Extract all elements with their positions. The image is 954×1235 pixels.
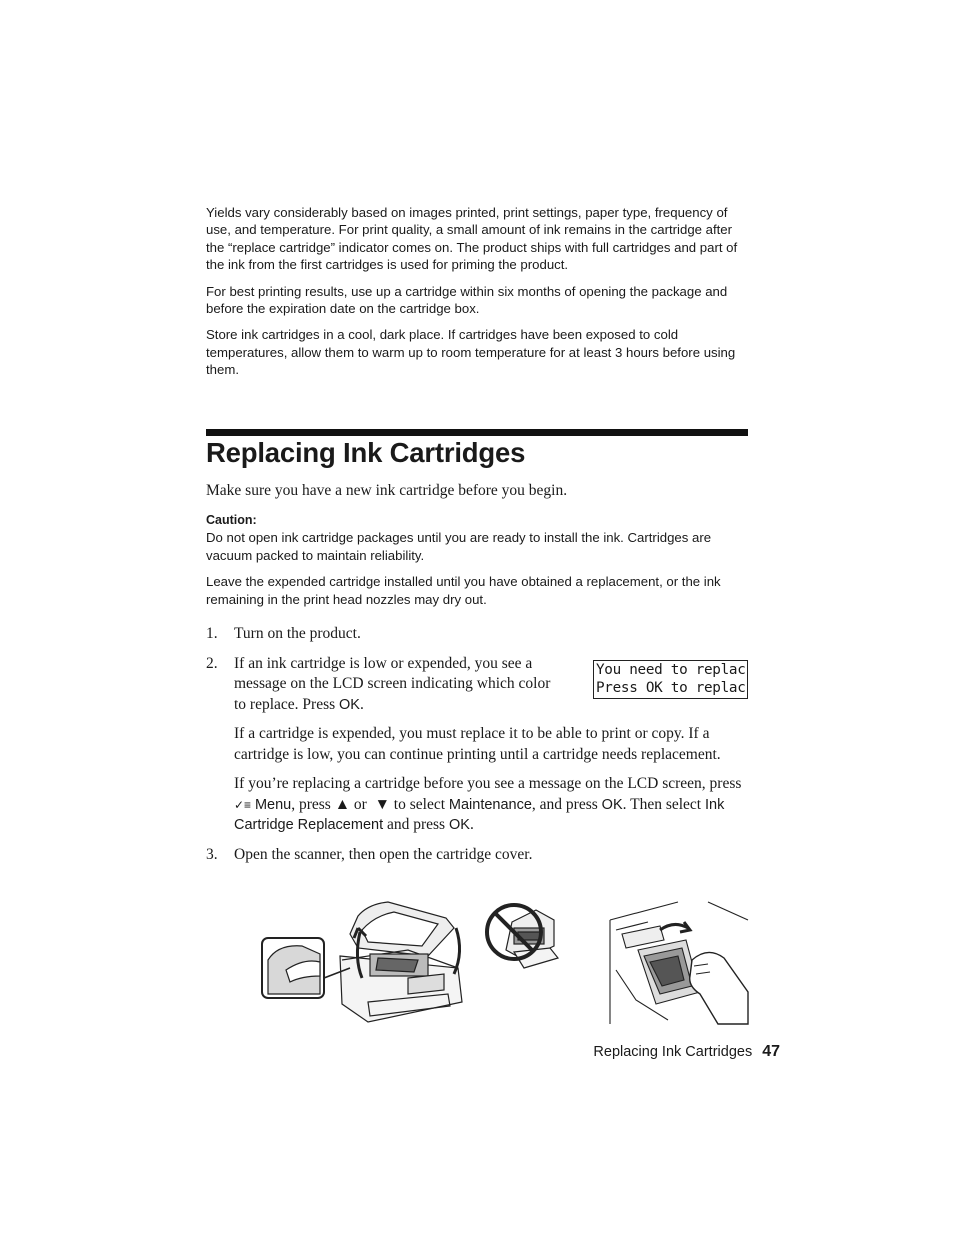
prohibited-action-icon — [484, 902, 566, 972]
intro-notes — [206, 204, 751, 388]
step-3 — [206, 845, 751, 866]
step-number: 3. — [206, 845, 218, 863]
maintenance-option: Maintenance — [448, 796, 532, 813]
ink-cartridge-replacement-option: Ink Cartridge Replacement — [234, 796, 725, 833]
lcd-line-2: Press OK to replac — [596, 680, 746, 696]
caution-box — [206, 512, 751, 617]
step-number: 2. — [206, 654, 218, 672]
caution-text-1: Do not open ink cartridge packages until you are ready to install the ink. Cartridges are vacuum packed to maintain reliability. — [206, 530, 712, 563]
open-scanner-illustration — [258, 898, 468, 1026]
section-title: Replacing Ink Cartridges — [206, 437, 526, 468]
page-footer — [560, 1043, 780, 1061]
step-1 — [206, 624, 751, 645]
step-text-manual: If you’re replacing a cartridge before you see a message on the LCD screen, press ✓≡ Menu, press ▲ or ▼ to select Maintenance, and press OK. Then select Ink Cartridge Replacement and press OK. — [234, 775, 742, 833]
open-cartridge-cover-illustration — [608, 900, 750, 1026]
step-text: If an ink cartridge is low or expended, you see a message on the LCD screen indicating which color to replace. Press OK. — [234, 654, 551, 713]
footer-section-title: Replacing Ink Cartridges — [593, 1044, 753, 1060]
step-text: Open the scanner, then open the cartridge cover. — [234, 845, 533, 863]
menu-key: Menu — [254, 796, 292, 813]
step-number: 1. — [206, 625, 218, 642]
caution-label: Caution: — [206, 513, 257, 527]
caution-text-2: Leave the expended cartridge installed until you have obtained a replacement, or the ink remaining in the print head nozzles may dry out. — [206, 574, 721, 607]
page-number: 47 — [762, 1043, 780, 1060]
ok-key: OK — [601, 796, 623, 813]
step-text: Turn on the product. — [234, 625, 361, 642]
section-lead: Make sure you have a new ink cartridge before you begin. — [206, 482, 568, 499]
lcd-screen — [593, 660, 748, 699]
lcd-line-1: You need to replac — [596, 662, 746, 678]
step-text-expended: If a cartridge is expended, you must replace it to be able to print or copy. If a cartridge is low, you can continue printing until a cartridge needs replacement. — [234, 725, 721, 763]
yield-note: Yields vary considerably based on images printed, print settings, paper type, frequency of use, and temperature. For print quality, a small amount of ink remains in the cartridge after the “replace cartridge” indicator comes on. The product ships with full cartridges and part of the ink from the first cartridges is used for priming the product. — [206, 205, 738, 273]
section-rule — [206, 429, 748, 436]
best-results-note: For best printing results, use up a cartridge within six months of opening the package and before the expiration date on the cartridge box. — [206, 283, 728, 317]
illustrations — [258, 898, 750, 1028]
storage-note: Store ink cartridges in a cool, dark place. If cartridges have been exposed to cold temperatures, allow them to warm up to room temperature for at least 3 hours before using them. — [206, 327, 736, 378]
ok-key: OK — [339, 696, 360, 713]
ok-key: OK — [448, 817, 470, 833]
menu-icon: ✓≡ — [234, 797, 252, 812]
